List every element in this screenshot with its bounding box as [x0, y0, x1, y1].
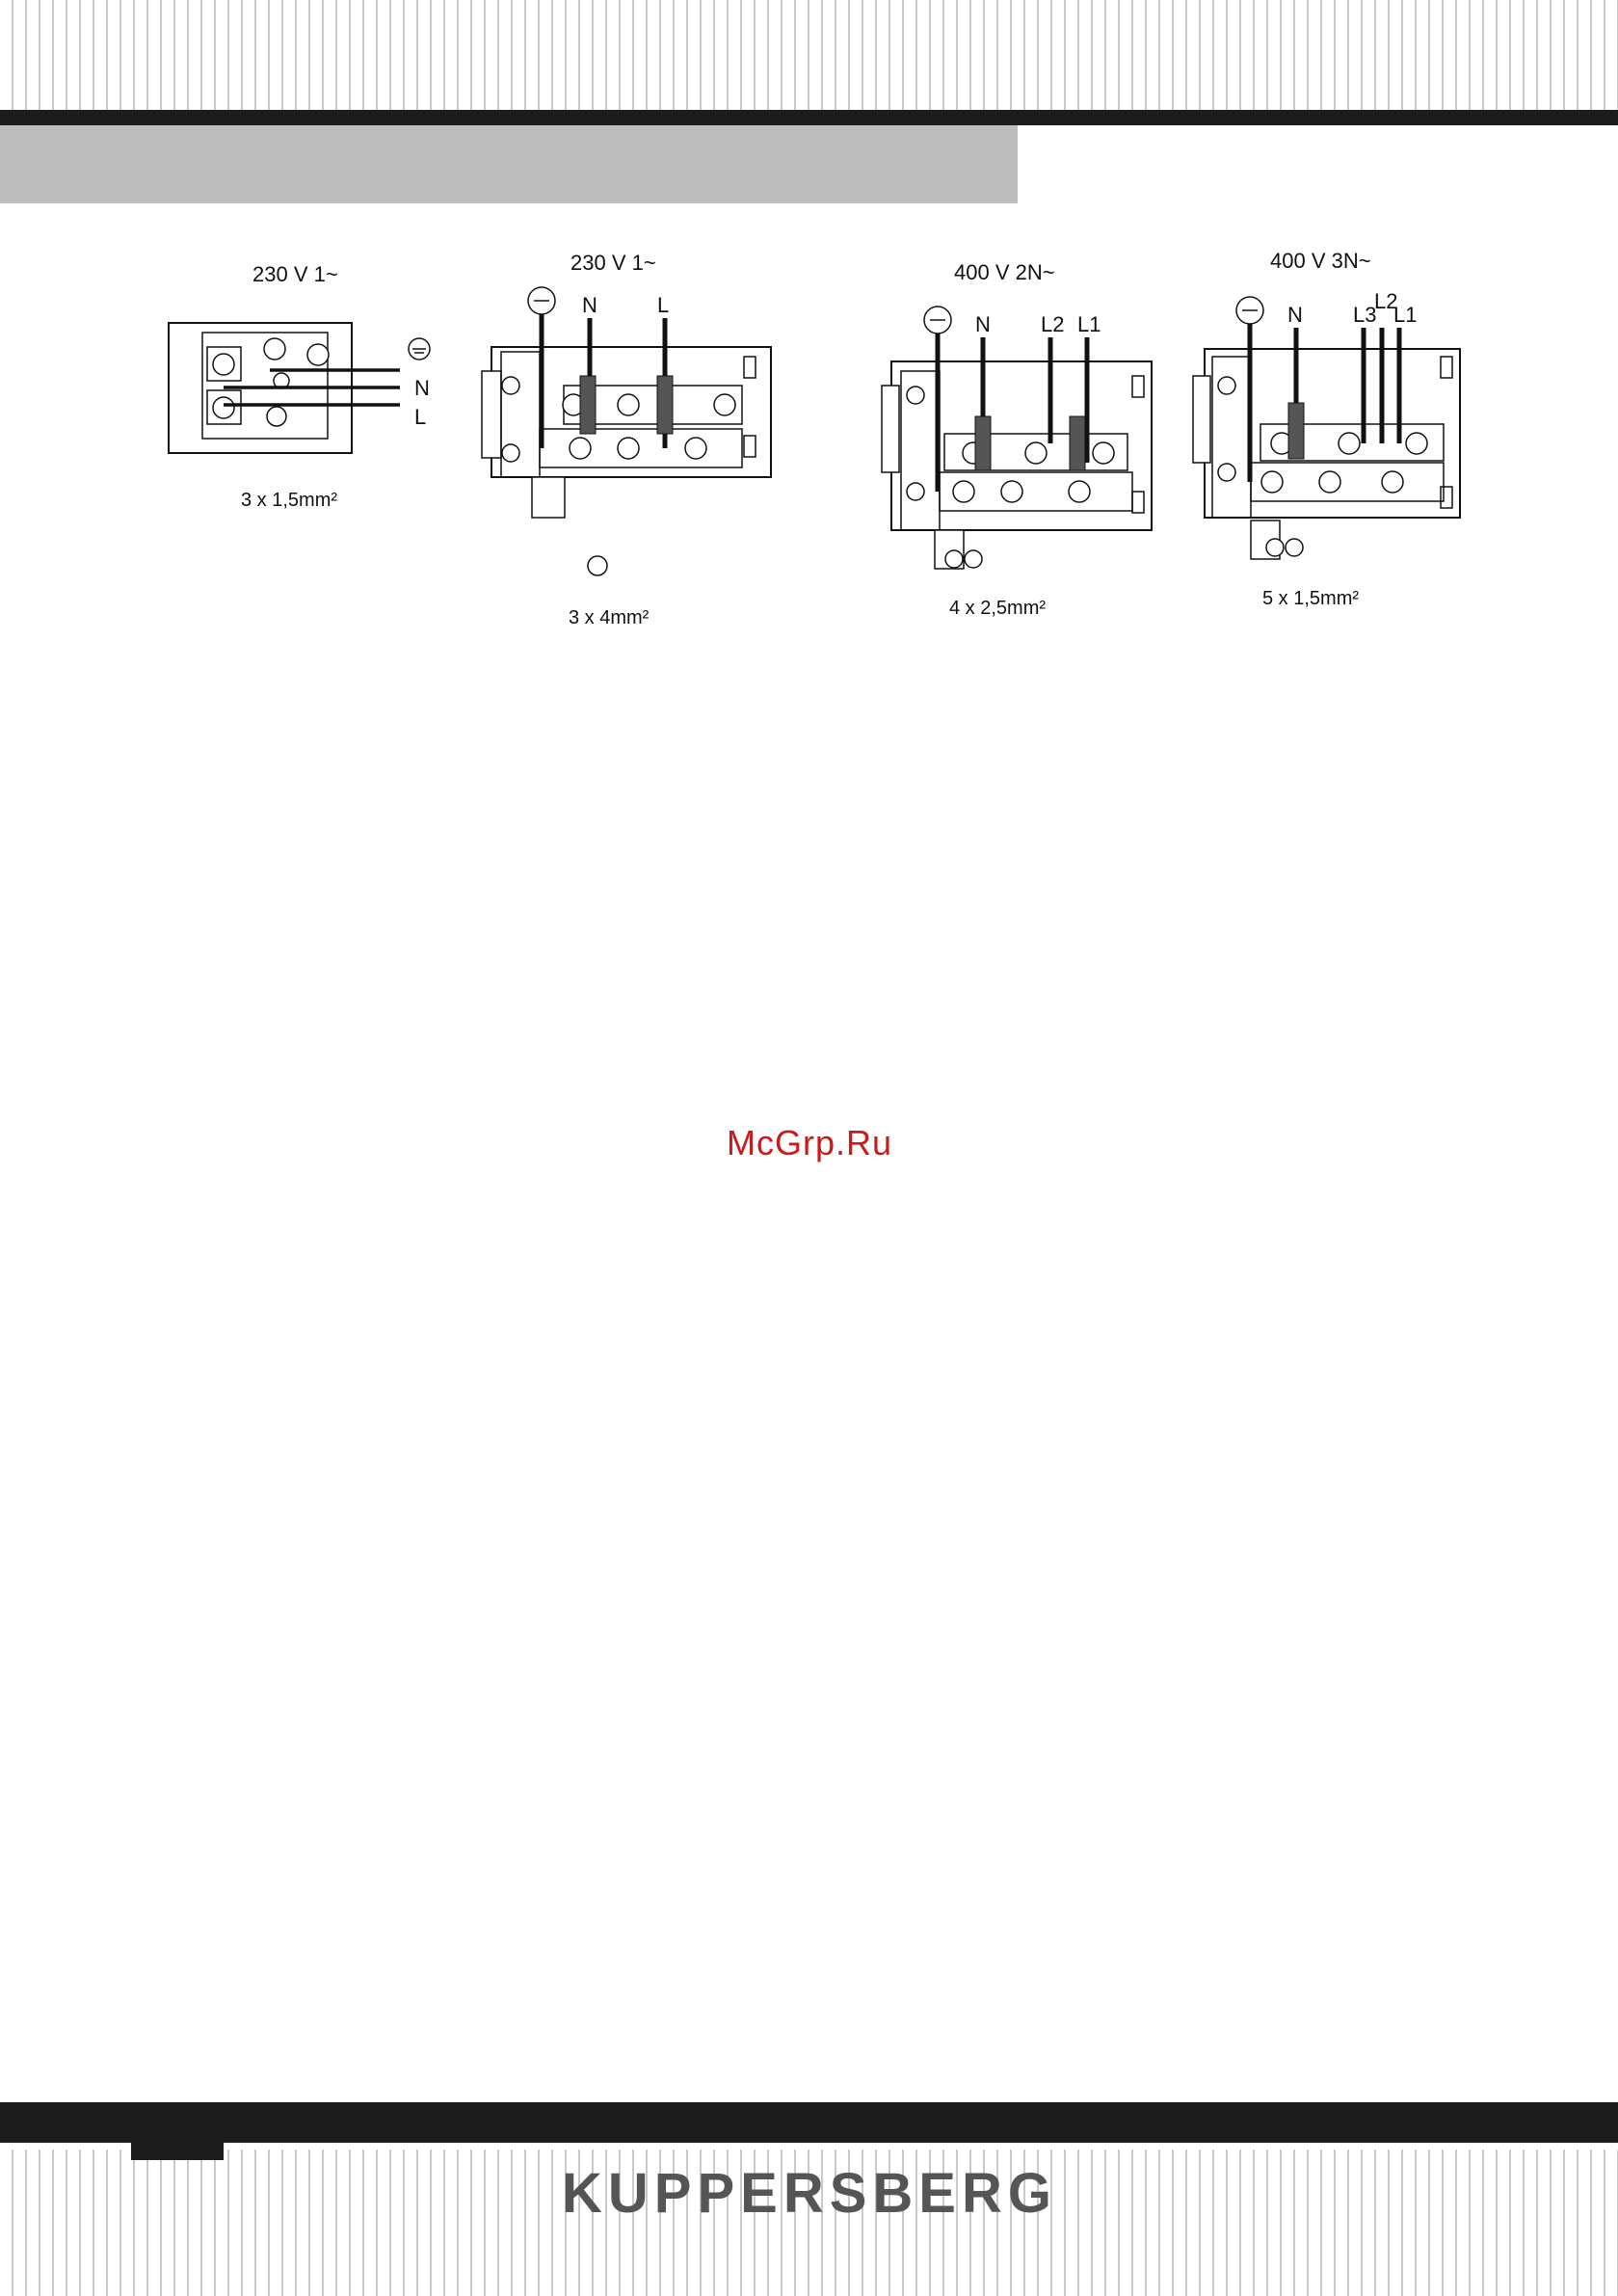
- page-number-tab: [131, 2143, 224, 2160]
- diagram-3-cable-size: 4 x 2,5mm²: [949, 598, 1047, 619]
- diagram-4-voltage: 400 V 3N~: [1270, 249, 1371, 273]
- diagram-2-label-n: N: [582, 293, 597, 317]
- top-rule: [0, 110, 1618, 125]
- bottom-rule: [0, 2102, 1618, 2143]
- diagram-4-label-l3: L3: [1353, 303, 1377, 327]
- diagram-4-label-l1: L1: [1393, 303, 1418, 327]
- top-stripe-pattern: [0, 0, 1618, 110]
- header-band: [0, 125, 1018, 203]
- brand-logo: KUPPERSBERG: [562, 2162, 1057, 2225]
- diagram-1-voltage: 230 V 1~: [252, 262, 338, 286]
- diagram-4-cable-size: 5 x 1,5mm²: [1262, 588, 1360, 609]
- diagram-3-voltage: 400 V 2N~: [954, 260, 1055, 284]
- diagram-4-terminal-block: [1185, 289, 1474, 574]
- diagram-1-label-n: N: [414, 376, 430, 400]
- diagram-4-label-n: N: [1287, 303, 1303, 327]
- diagram-2-terminal-block: [472, 280, 781, 588]
- header-band-right: [1018, 125, 1618, 203]
- diagram-4-label-l2: L2: [1374, 289, 1398, 313]
- diagram-3-label-l2: L2: [1041, 312, 1065, 336]
- diagram-3-terminal-block: [877, 299, 1166, 578]
- diagram-2-cable-size: 3 x 4mm²: [569, 607, 650, 628]
- diagram-2-voltage: 230 V 1~: [570, 251, 656, 275]
- diagram-3-label-l1: L1: [1077, 312, 1101, 336]
- diagram-1-terminal-block: [164, 308, 443, 463]
- watermark: McGrp.Ru: [726, 1123, 893, 1162]
- diagram-3-label-n: N: [975, 312, 991, 336]
- diagram-1-cable-size: 3 x 1,5mm²: [241, 490, 338, 511]
- diagram-2-label-l: L: [657, 293, 670, 317]
- diagram-1-label-l: L: [414, 405, 427, 429]
